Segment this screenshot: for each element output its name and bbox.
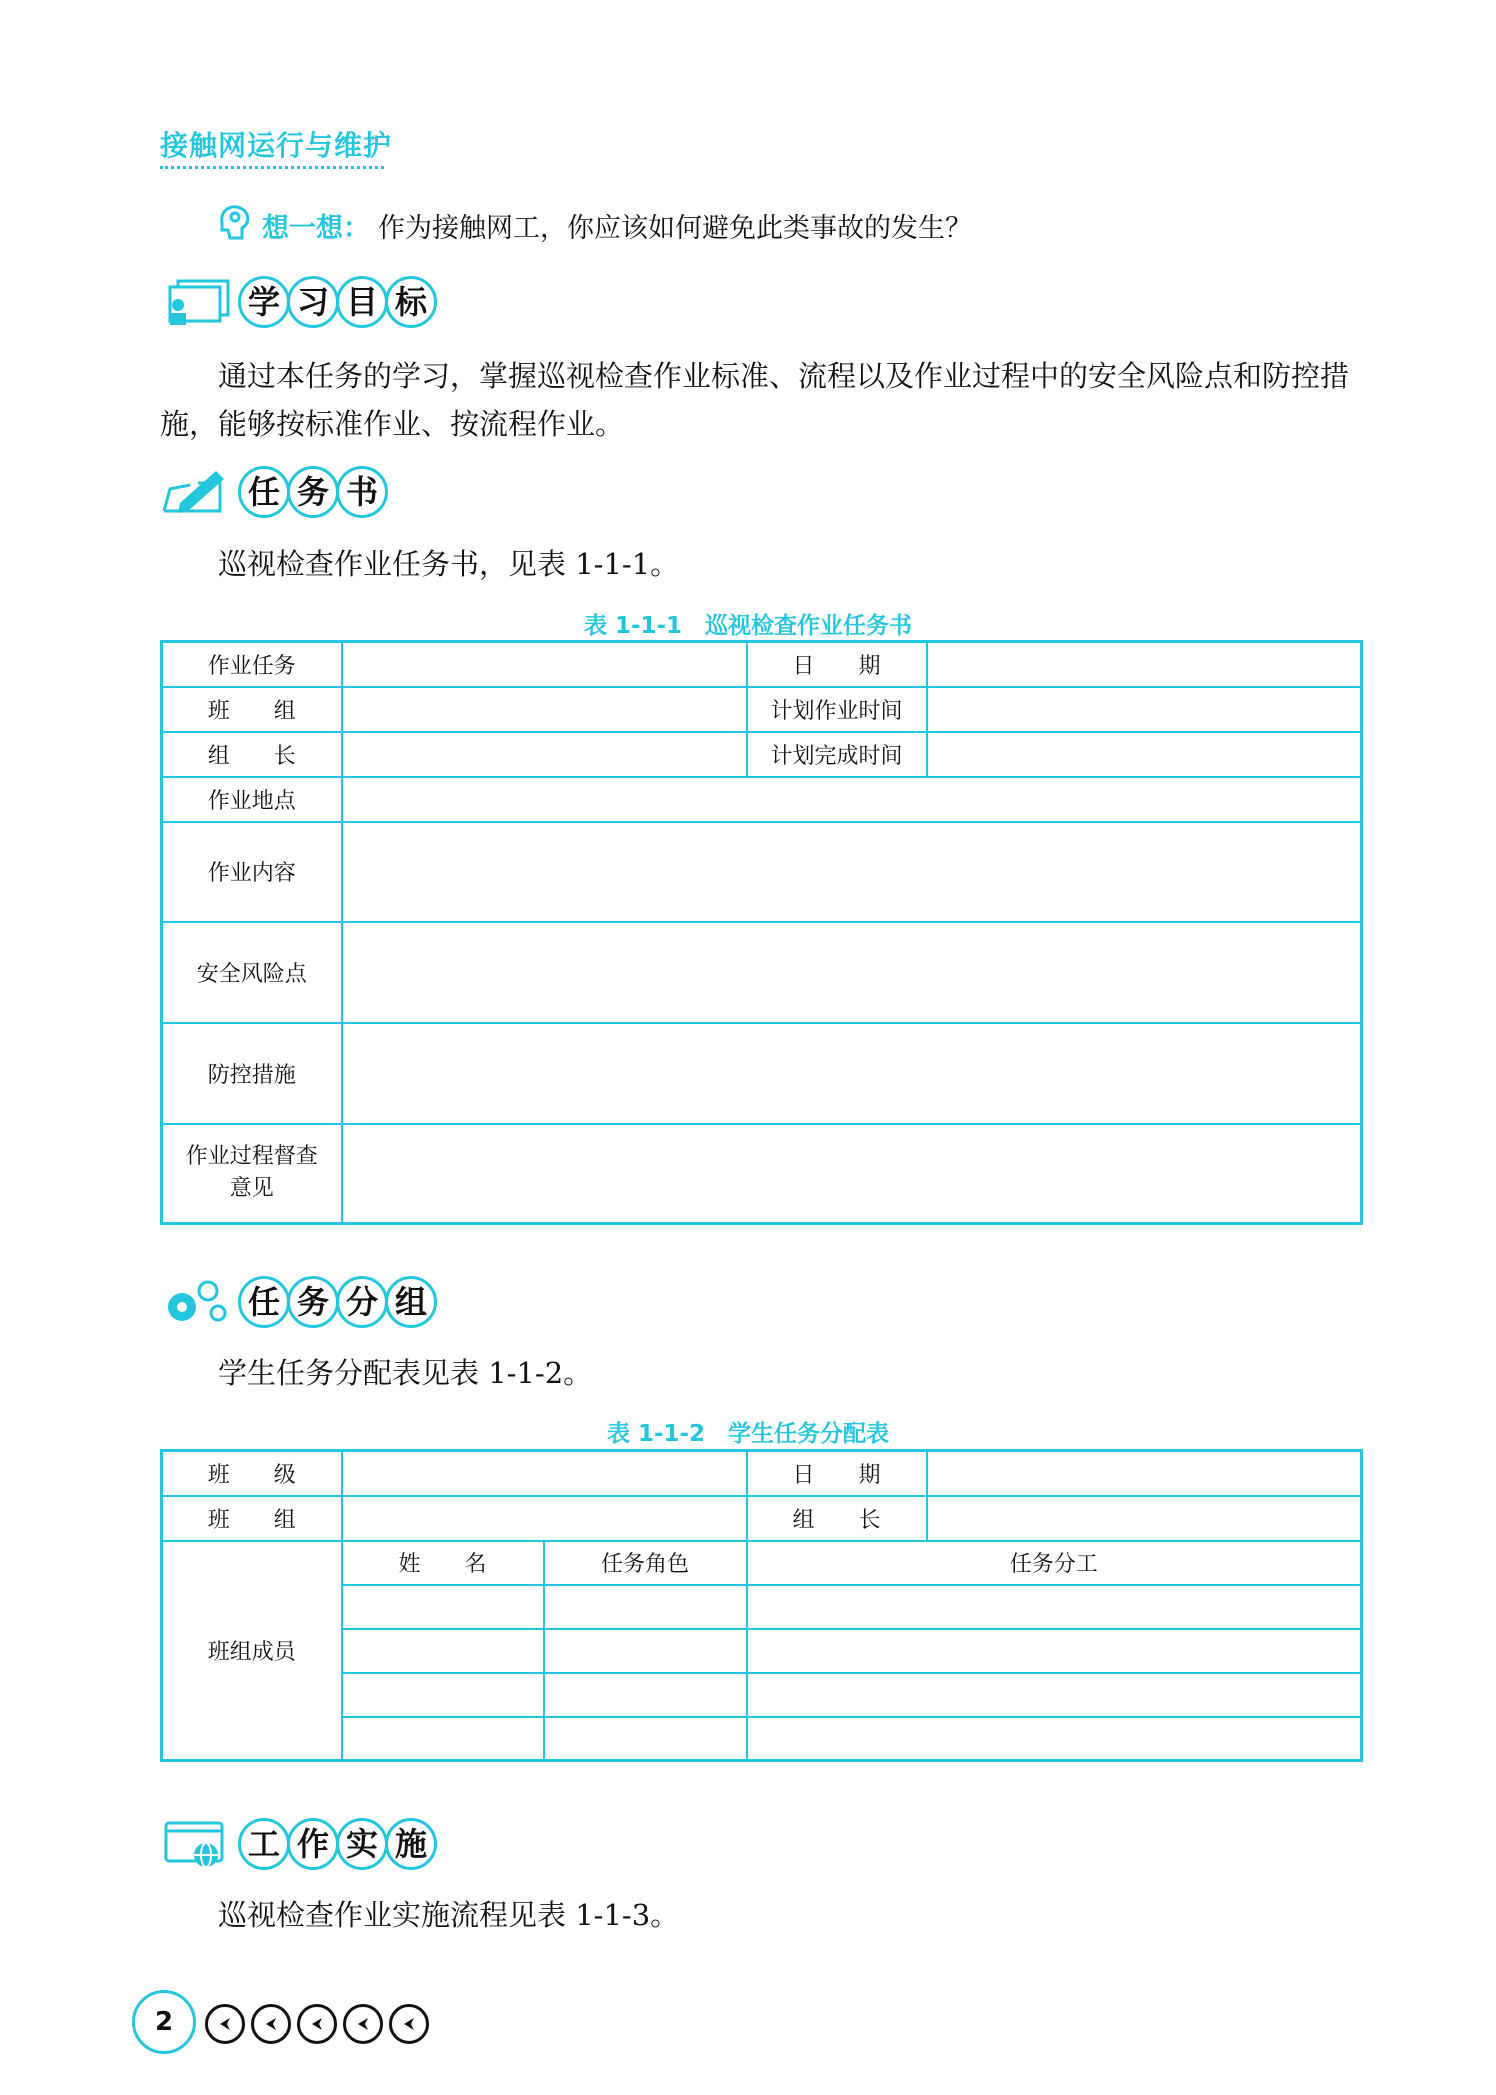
member-name-cell[interactable] [342, 1717, 544, 1761]
running-title: 接触网运行与维护 [160, 129, 393, 162]
gears-icon [160, 1277, 232, 1327]
title-char: 任 [238, 1276, 290, 1328]
member-role-cell[interactable] [544, 1629, 747, 1673]
member-division-cell[interactable] [747, 1673, 1362, 1717]
brain-icon [214, 200, 254, 248]
field-task[interactable] [342, 642, 747, 687]
label-leader: 组 长 [162, 732, 342, 777]
chevron-left-icon [205, 2004, 245, 2044]
member-role-cell[interactable] [544, 1717, 747, 1761]
title-char: 目 [336, 276, 388, 328]
section-implementation-heading [160, 1818, 434, 1870]
header-role: 任务角色 [544, 1541, 747, 1585]
field-plan-time[interactable] [927, 687, 1362, 732]
title-char: 组 [385, 1276, 437, 1328]
label-opinion-line2: 意见 [229, 1176, 274, 1202]
chevron-left-icon [343, 2004, 383, 2044]
title-char: 务 [287, 1276, 339, 1328]
field-risk[interactable] [342, 922, 1362, 1023]
field-measures[interactable] [342, 1023, 1362, 1124]
label-members: 班组成员 [162, 1541, 342, 1761]
table2-caption: 表 1-1-2 学生任务分配表 [606, 1421, 890, 1447]
chevron-left-icon [251, 2004, 291, 2044]
label-date: 日 期 [747, 1451, 927, 1496]
label-location: 作业地点 [162, 777, 342, 822]
page-number: 2 [132, 1990, 196, 2054]
title-char: 书 [336, 466, 388, 518]
title-char: 施 [385, 1818, 437, 1870]
pen-paper-icon [160, 467, 232, 517]
title-char: 工 [238, 1818, 290, 1870]
member-name-cell[interactable] [342, 1585, 544, 1629]
field-team[interactable] [342, 687, 747, 732]
header-name: 姓 名 [342, 1541, 544, 1585]
label-plan-time: 计划作业时间 [747, 687, 927, 732]
title-char: 学 [238, 276, 290, 328]
title-char: 作 [287, 1818, 339, 1870]
taskbook-paragraph: 巡视检查作业任务书，见表 1-1-1。 [218, 547, 680, 581]
field-date[interactable] [927, 1451, 1362, 1496]
chevron-left-icon [297, 2004, 337, 2044]
chevron-left-icon [389, 2004, 429, 2044]
header-rule [160, 166, 384, 169]
label-class: 班 级 [162, 1451, 342, 1496]
task-assignment-table [160, 1449, 1363, 1762]
label-team: 班 组 [162, 687, 342, 732]
label-measures: 防控措施 [162, 1023, 342, 1124]
section-objectives-heading [160, 276, 434, 328]
field-team[interactable] [342, 1496, 747, 1541]
label-opinion-line1: 作业过程督查 [185, 1144, 318, 1170]
table1-caption: 表 1-1-1 巡视检查作业任务书 [583, 613, 913, 639]
browser-globe-icon [160, 1819, 232, 1869]
title-char: 任 [238, 466, 290, 518]
label-content: 作业内容 [162, 822, 342, 922]
grouping-paragraph: 学生任务分配表见表 1-1-2。 [218, 1356, 593, 1390]
field-content[interactable] [342, 822, 1362, 922]
member-division-cell[interactable] [747, 1585, 1362, 1629]
section-grouping-heading [160, 1276, 434, 1328]
think-label: 想一想： [262, 213, 370, 244]
title-char: 习 [287, 276, 339, 328]
label-opinion [162, 1124, 342, 1224]
label-leader: 组 长 [747, 1496, 927, 1541]
implementation-paragraph: 巡视检查作业实施流程见表 1-1-3。 [218, 1898, 680, 1932]
title-char: 分 [336, 1276, 388, 1328]
label-task: 作业任务 [162, 642, 342, 687]
field-leader[interactable] [927, 1496, 1362, 1541]
member-name-cell[interactable] [342, 1673, 544, 1717]
task-book-table [160, 640, 1363, 1225]
title-char: 实 [336, 1818, 388, 1870]
label-date: 日 期 [747, 642, 927, 687]
field-date[interactable] [927, 642, 1362, 687]
field-class[interactable] [342, 1451, 747, 1496]
label-plan-finish: 计划完成时间 [747, 732, 927, 777]
label-team: 班 组 [162, 1496, 342, 1541]
objectives-paragraph: 通过本任务的学习，掌握巡视检查作业标准、流程以及作业过程中的安全风险点和防控措施，能够按标准作业、按流程作业。 [160, 359, 1350, 441]
member-division-cell[interactable] [747, 1717, 1362, 1761]
member-role-cell[interactable] [544, 1585, 747, 1629]
member-division-cell[interactable] [747, 1629, 1362, 1673]
section-taskbook-heading [160, 466, 385, 518]
footer-chevrons [205, 2004, 429, 2044]
member-name-cell[interactable] [342, 1629, 544, 1673]
field-opinion[interactable] [342, 1124, 1362, 1224]
think-text: 作为接触网工，你应该如何避免此类事故的发生？ [378, 213, 972, 244]
label-risk: 安全风险点 [162, 922, 342, 1023]
think-line [262, 206, 972, 245]
member-role-cell[interactable] [544, 1673, 747, 1717]
field-leader[interactable] [342, 732, 747, 777]
field-plan-finish[interactable] [927, 732, 1362, 777]
presentation-icon [160, 277, 232, 327]
title-char: 务 [287, 466, 339, 518]
field-location[interactable] [342, 777, 1362, 822]
title-char: 标 [385, 276, 437, 328]
header-division: 任务分工 [747, 1541, 1362, 1585]
